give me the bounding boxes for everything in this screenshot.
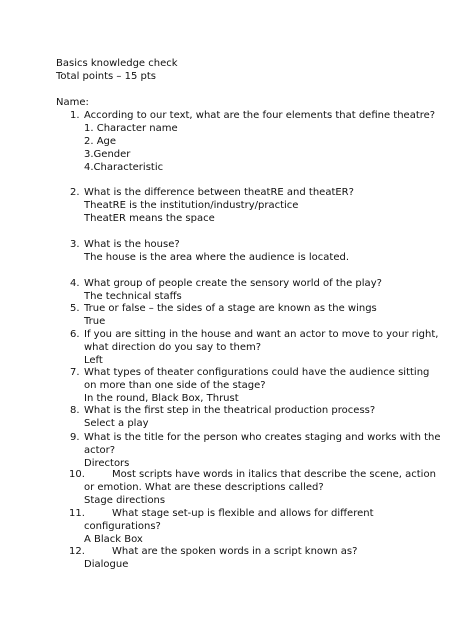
answer-text: A Black Box xyxy=(84,533,143,545)
question-text: What is the house? xyxy=(84,239,180,250)
answer-text: Dialogue xyxy=(84,558,129,570)
question-number: 11. xyxy=(69,508,85,519)
answer-text: Select a play xyxy=(84,417,149,429)
question-number: 9. xyxy=(70,432,80,443)
question-text: What stage set-up is flexible and allows for different xyxy=(112,508,374,519)
question-text: If you are sitting in the house and want an actor to move to your right, xyxy=(84,329,439,340)
answer-text: 3.Gender xyxy=(84,148,131,160)
question-number: 2. xyxy=(70,187,80,198)
name-label: Name: xyxy=(56,97,89,108)
answer-text: 1. Character name xyxy=(84,122,178,134)
answer-text: 2. Age xyxy=(84,135,117,147)
question-text: actor? xyxy=(84,444,116,456)
question-number: 6. xyxy=(70,329,80,340)
question-number: 5. xyxy=(70,303,80,314)
answer-text: The house is the area where the audience is located. xyxy=(84,251,350,263)
document-title: Basics knowledge check xyxy=(56,58,178,69)
question-text: What are the spoken words in a script known as? xyxy=(112,546,358,557)
question-text: What types of theater configurations could have the audience sitting xyxy=(84,367,430,378)
question-text: what direction do you say to them? xyxy=(84,341,262,353)
question-text: What is the difference between theatRE and theatER? xyxy=(84,187,354,198)
question-text: What is the first step in the theatrical production process? xyxy=(84,405,376,416)
answer-text: Stage directions xyxy=(84,494,166,506)
question-text: True or false – the sides of a stage are known as the wings xyxy=(84,303,377,314)
question-number: 1. xyxy=(70,110,80,121)
question-number: 8. xyxy=(70,405,80,416)
answer-text: TheatER means the space xyxy=(84,212,215,224)
question-number: 3. xyxy=(70,239,80,250)
answer-text: The technical staffs xyxy=(84,290,182,302)
question-text: According to our text, what are the four elements that define theatre? xyxy=(84,110,436,121)
question-text: Most scripts have words in italics that describe the scene, action xyxy=(112,469,436,480)
question-number: 7. xyxy=(70,367,80,378)
question-text: What group of people create the sensory world of the play? xyxy=(84,278,382,289)
answer-text: 4.Characteristic xyxy=(84,161,164,173)
answer-text: Left xyxy=(84,354,103,366)
total-points: Total points – 15 pts xyxy=(56,71,156,82)
answer-text: In the round, Black Box, Thrust xyxy=(84,392,239,404)
answer-text: True xyxy=(84,315,106,327)
question-text: What is the title for the person who creates staging and works with the xyxy=(84,432,441,443)
answer-text: TheatRE is the institution/industry/practice xyxy=(84,199,299,211)
question-text: on more than one side of the stage? xyxy=(84,379,266,391)
question-number: 10. xyxy=(69,469,85,480)
question-number: 12. xyxy=(69,546,85,557)
answer-text: Directors xyxy=(84,457,130,469)
question-text: or emotion. What are these descriptions called? xyxy=(84,481,324,493)
question-number: 4. xyxy=(70,278,80,289)
question-text: configurations? xyxy=(84,520,161,532)
